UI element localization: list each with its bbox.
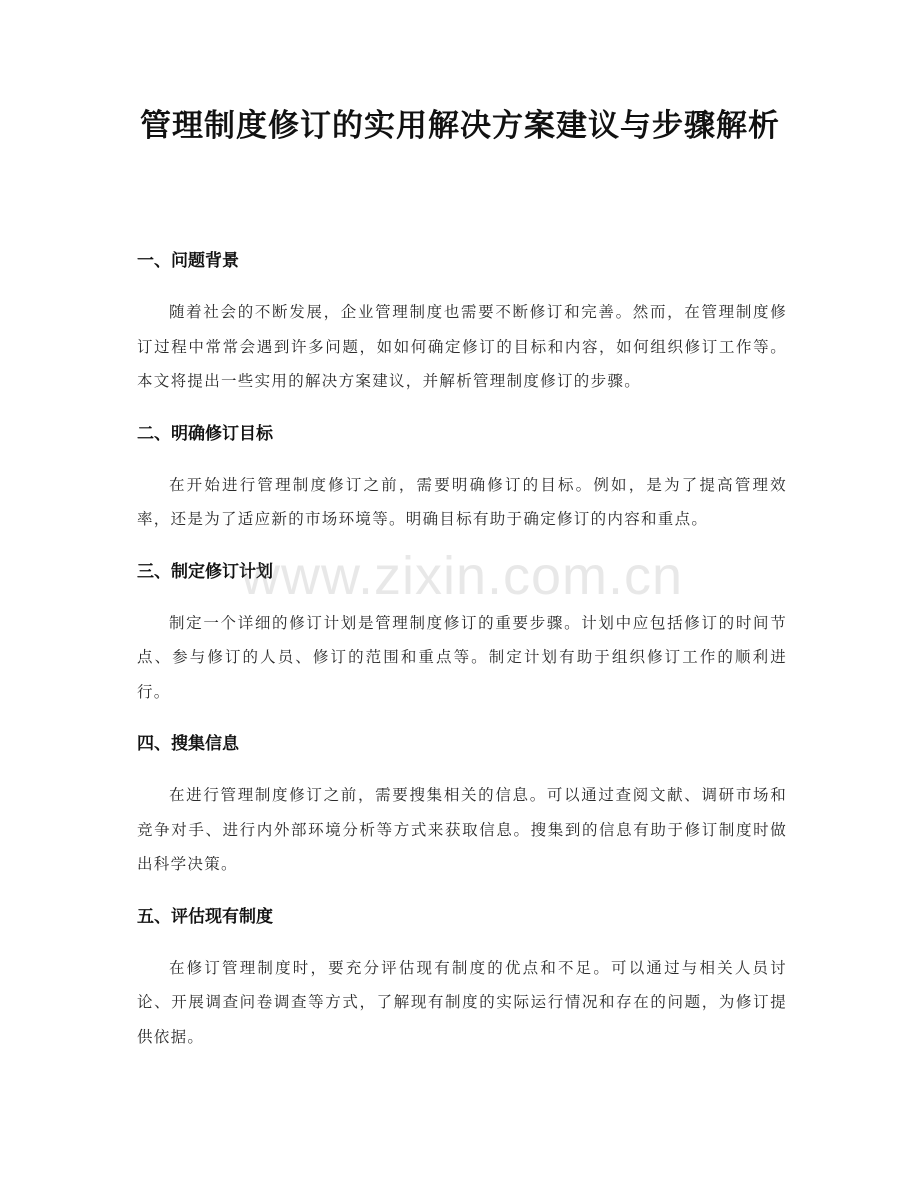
section-collect-info xyxy=(137,731,787,904)
document-title: 管理制度修订的实用解决方案建议与步骤解析 xyxy=(140,108,780,144)
section-define-goals xyxy=(137,421,787,559)
section-heading: 四、搜集信息 xyxy=(137,734,239,754)
section-paragraph: 在开始进行管理制度修订之前，需要明确修订的目标。例如，是为了提高管理效率，还是为了适应新的市场环境等。明确目标有助于确定修订的内容和重点。 xyxy=(137,475,787,528)
section-paragraph: 随着社会的不断发展，企业管理制度也需要不断修订和完善。然而，在管理制度修订过程中常常会遇到许多问题，如如何确定修订的目标和内容，如何组织修订工作等。本文将提出一些实用的解决方案建议，并解析管理制度修订的步骤。 xyxy=(137,303,787,390)
section-evaluate-system xyxy=(137,904,787,1077)
section-heading: 三、制定修订计划 xyxy=(137,561,273,582)
section-heading: 二、明确修订目标 xyxy=(137,423,273,444)
section-revision-plan xyxy=(137,559,787,732)
document-content xyxy=(137,248,787,1076)
section-background xyxy=(137,248,787,421)
watermark: www.zixin.com.cn xyxy=(240,546,684,606)
section-paragraph: 制定一个详细的修订计划是管理制度修订的重要步骤。计划中应包括修订的时间节点、参与修订的人员、修订的范围和重点等。制定计划有助于组织修订工作的顺利进行。 xyxy=(137,613,787,701)
section-heading: 五、评估现有制度 xyxy=(137,906,273,927)
section-paragraph: 在进行管理制度修订之前，需要搜集相关的信息。可以通过查阅文献、调研市场和竞争对手、进行内外部环境分析等方式来获取信息。搜集到的信息有助于修订制度时做出科学决策。 xyxy=(137,786,787,873)
section-paragraph: 在修订管理制度时，要充分评估现有制度的优点和不足。可以通过与相关人员讨论、开展调查问卷调查等方式，了解现有制度的实际运行情况和存在的问题，为修订提供依据。 xyxy=(137,958,787,1046)
section-heading: 一、问题背景 xyxy=(137,251,239,271)
